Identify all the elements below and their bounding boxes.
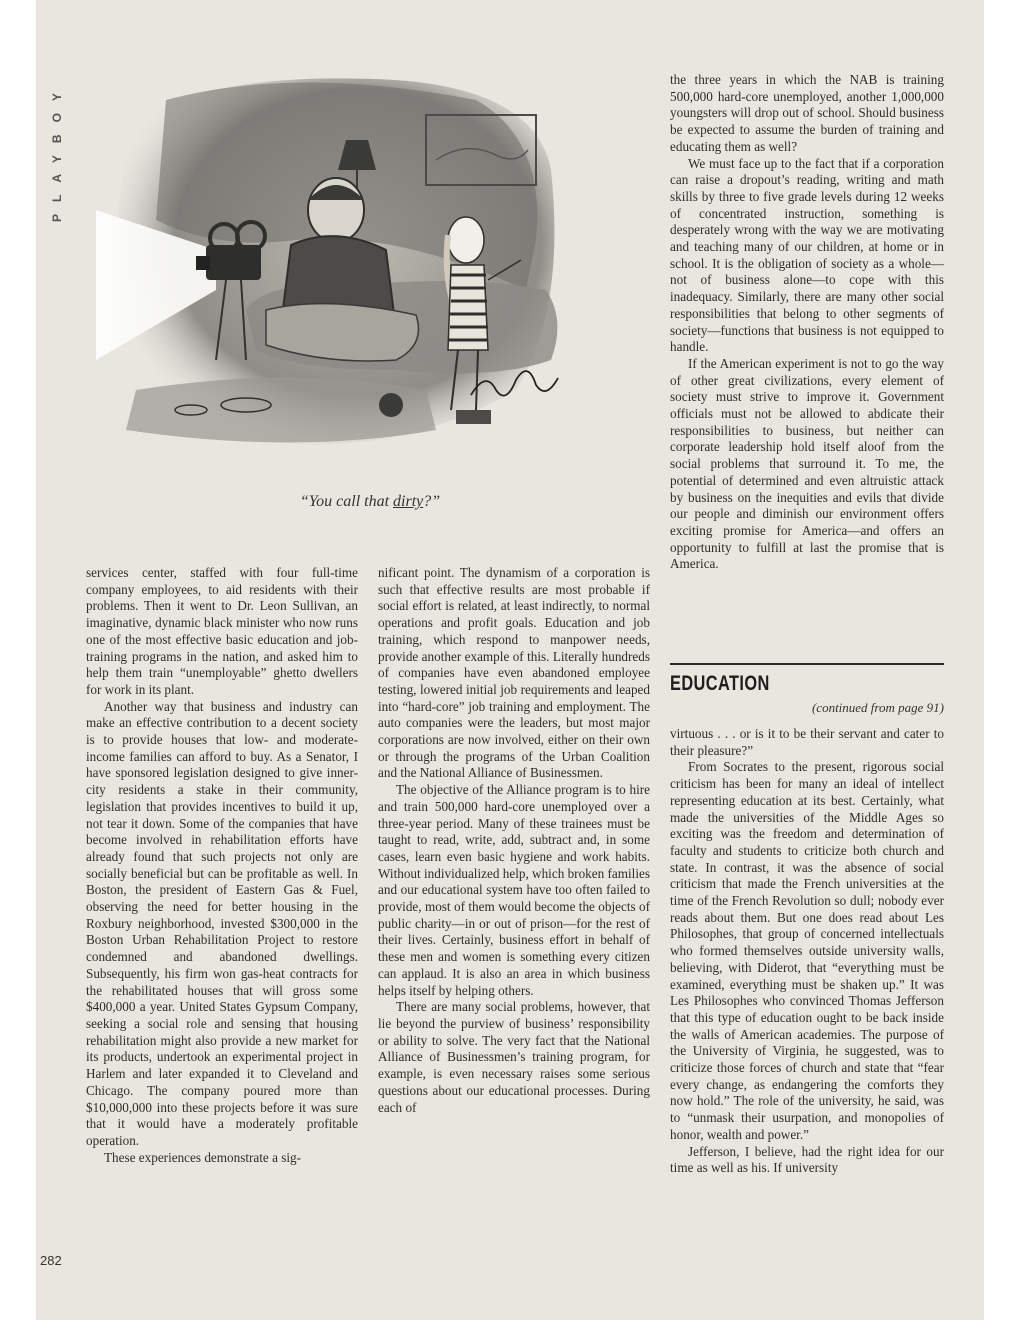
cartoon-illustration: [96, 60, 566, 480]
education-column: [670, 726, 944, 1177]
paragraph: There are many social problems, however, that lie beyond the purview of business’ responsibility or ability to solve. The very fact that the National Alliance of Businessmen’s training program, for example, is even necessary raises some serious questions about our educational processes. During each of: [378, 999, 650, 1115]
paragraph: The objective of the Alliance program is to hire and train 500,000 hard-core unemployed over a three-year period. Many of these trainees must be taught to read, write, add, subtract and, in some cases, learn even basic hygiene and work habits. Without individualized help, which broken families and our educational system have too often failed to provide, most of them would become the objects of public charity—in or out of prison—for the rest of their lives. Certainly, business effort in behalf of these men and women is something every citizen can applaud. It is also an area in which business helps itself by helping others.: [378, 782, 650, 998]
article-column-2: [378, 565, 650, 1116]
continued-note: (continued from page 91): [811, 700, 944, 715]
paragraph: These experiences demonstrate a sig-: [104, 1149, 301, 1165]
article-column-3-top: [670, 72, 944, 573]
paragraph: Jefferson, I believe, had the right idea for our time as well as his. If university: [670, 1143, 944, 1176]
page-number: 282: [40, 1253, 62, 1268]
article-column-1: [86, 565, 358, 1166]
paragraph: nificant point. The dynamism of a corporation is such that effective results are most probable if social effort is related, at least indirectly, to normal operations and profit goals. Education and job training, which respond to manpower needs, provide another example of this. Literally hundreds of companies have even abandoned employee testing, lowered initial job requirements and leaped into “hard-core” job training and employment. The auto companies were the leaders, but most major corporations are now involved, either on their own or through the programs of the Urban Coalition and the National Alliance of Businessmen.: [378, 565, 650, 781]
paragraph: Another way that business and industry can make an effective contribution to a decent society is to provide houses that low- and moderate-income families can afford to buy. As a Senator, I have sponsored legislation designed to give inner-city residents a stake in their community, legislation that provides incentives to build it up, not tear it down. Some of the companies that have become involved in rehabilitation efforts have already found that such projects not only are socially beneficial but can be profitable as well. In Boston, the president of Eastern Gas & Fuel, observing the need for better housing in the Roxbury neighborhood, invested $300,000 in the Boston Urban Rehabilitation Project to restore condemned and abandoned dwellings. Subsequently, his firm won gas-heat contracts for the rehabilitated houses that will gross some $400,000 a year. United States Gypsum Company, seeking a social role and sensing that housing rehabilitation might also provide a new market for its products, undertook an experimental project in Harlem and later expanded it to Cleveland and Chicago. The company poured more than $10,000,000 into these projects before it was sure that it would have a moderately profitable operation.: [86, 698, 358, 1148]
paragraph: services center, staffed with four full-time company employees, to aid residents with their problems. Then it went to Dr. Leon Sullivan, an imaginative, dynamic black minister who now runs one of the most effective basic education and job-training programs in the nation, and asked him to help them train “unemployable” ghetto dwellers for work in its plant.: [86, 565, 358, 697]
paragraph: If the American experiment is not to go the way of other great civilizations, every element of society must strive to improve it. Government officials must not be allowed to abdicate their responsibilities to business, but neither can corporate leadership hold itself aloof from the social problems that surround it. To me, the potential of determined and even altruistic attack by business on the inequities and evils that divide our people and diminish our environment offers exciting promise for America—and offers an opportunity to fulfill at last the promise that is America.: [670, 355, 944, 572]
section-title: EDUCATION: [670, 672, 770, 695]
paragraph: We must face up to the fact that if a corporation can raise a dropout’s reading, writing and math skills by three to five grade levels during 12 weeks of concentrated instruction, something is desperately wrong with the way we are motivating and teaching many of our children, at home or in school. It is the obligation of society as a whole—not of business alone—to cope with this inadequacy. Similarly, there are many other social responsibilities that belong to other segments of society—functions that business is not equipped to handle.: [670, 155, 944, 355]
paragraph: virtuous . . . or is it to be their servant and cater to their pleasure?”: [670, 726, 944, 758]
paragraph: the three years in which the NAB is training 500,000 hard-core unemployed, another 1,000,000 youngsters will drop out of school. Should business be expected to assume the burden of training and educating them as well?: [670, 72, 944, 154]
cartoon-caption: “You call that dirty?”: [299, 493, 441, 510]
paragraph: From Socrates to the present, rigorous social criticism has been for many an ideal of intellect representing education at its best. Certainly, what made the universities of the Middle Ages so exciting was the freedom and determination of faculty and students to criticize both church and state. In contrast, it was the absence of social criticism that made the French universities at the time of the French Revolution so dull; nobody ever reads about them. But one does read about Les Philosophes, that group of concerned intellectuals who formed themselves outside university walls, believing, with Diderot, that “everything must be examined, everything must be shaken up.” It was Les Philosophes who convinced Thomas Jefferson that this type of education ought to be back inside the walls of American academies. The purpose of the University of Virginia, he suggested, was to criticize those forces of church and state that “fear every change, as endangering the comforts they now hold.” The role of the university, he said, was to “unmask their usurpation, and monopolies of honor, wealth and power.”: [670, 759, 944, 1142]
section-divider: [670, 663, 944, 665]
masthead: PLAYBOY: [50, 81, 64, 222]
